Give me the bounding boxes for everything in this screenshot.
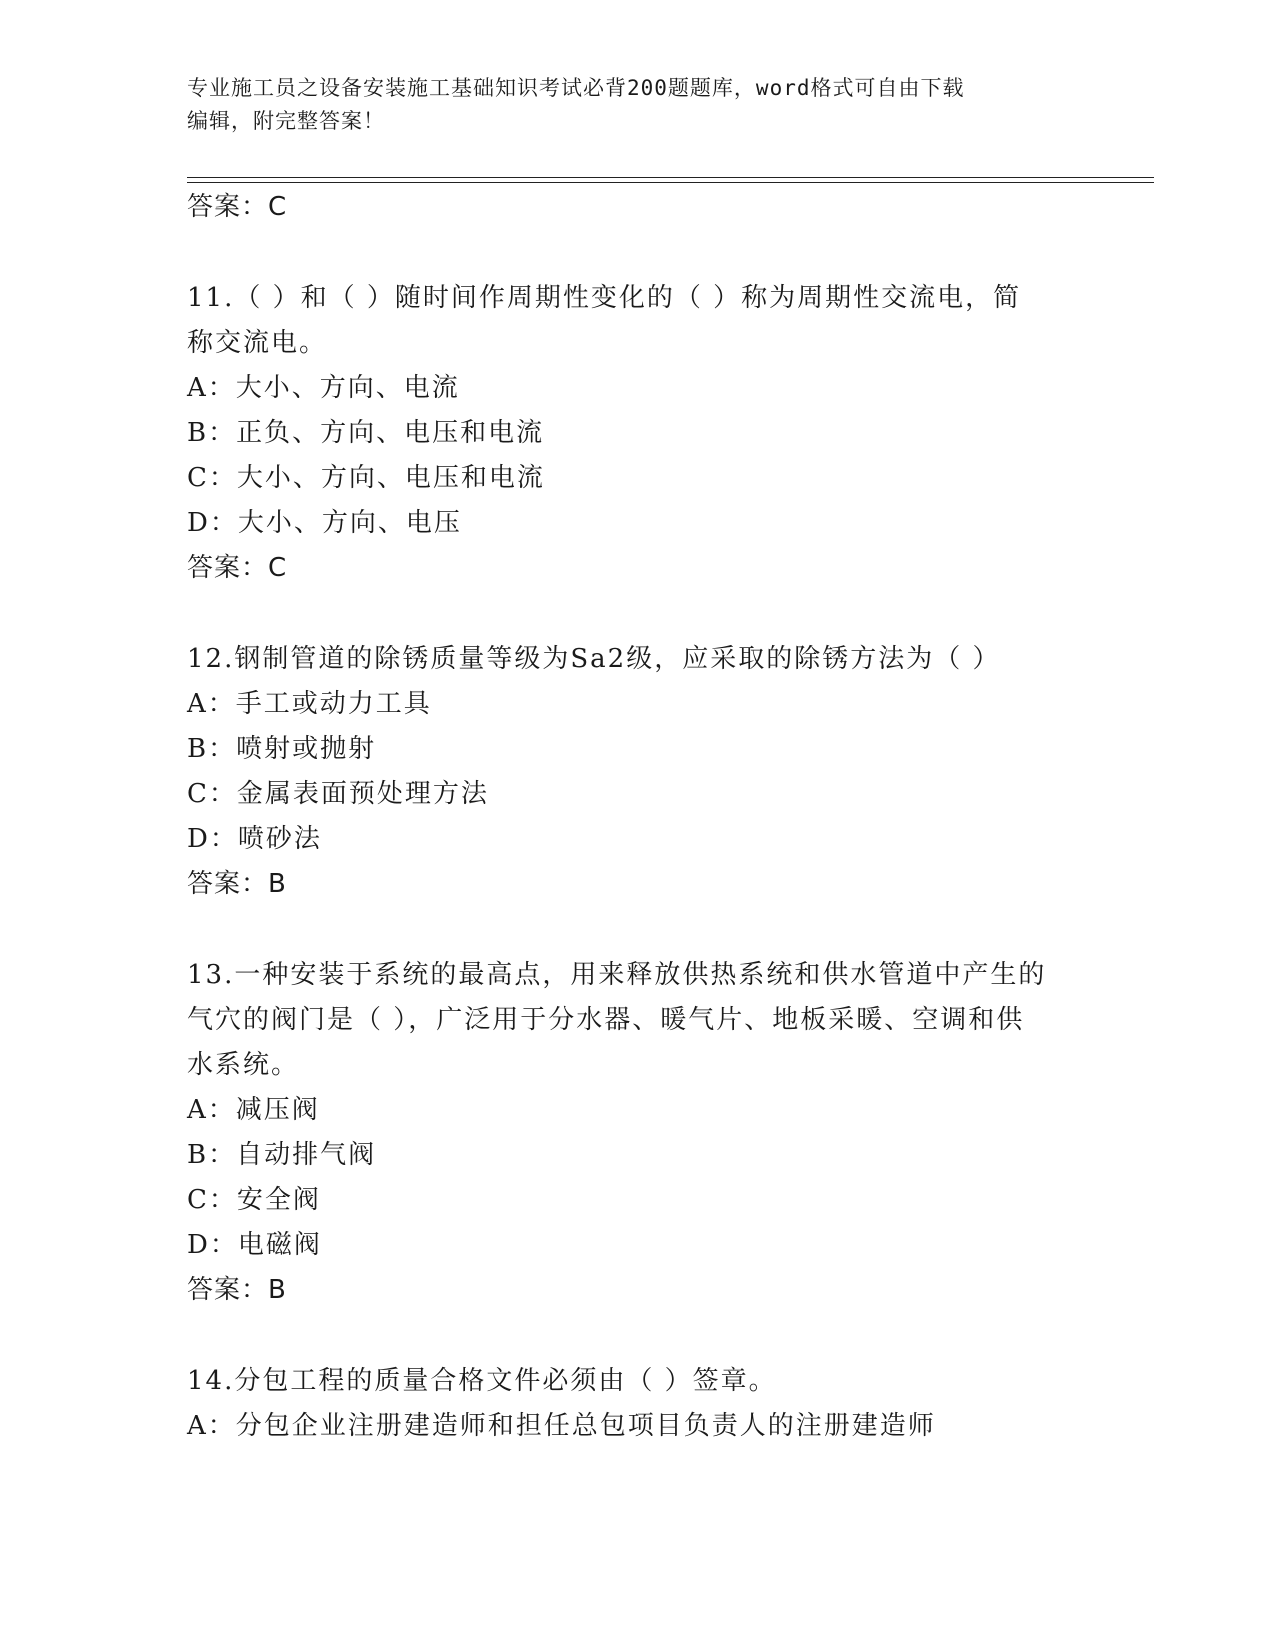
question-text: 气穴的阀门是（ ），广泛用于分水器、暖气片、地板采暖、空调和供 bbox=[187, 1005, 1025, 1035]
header-line-2: 编辑，附完整答案！ bbox=[187, 109, 385, 133]
option-a: A：减压阀 bbox=[187, 1095, 320, 1125]
option-c: C：大小、方向、电压和电流 bbox=[187, 463, 545, 493]
header-rule-top bbox=[187, 177, 1154, 178]
question-text: 12.钢制管道的除锈质量等级为Sa2级，应采取的除锈方法为（ ） bbox=[187, 644, 1001, 674]
question-13 bbox=[187, 953, 1077, 1313]
question-text: 水系统。 bbox=[187, 1050, 300, 1080]
option-c: C：金属表面预处理方法 bbox=[187, 779, 489, 809]
answer: 答案：B bbox=[187, 1275, 287, 1305]
option-d: D：大小、方向、电压 bbox=[187, 508, 462, 538]
answer: 答案：C bbox=[187, 553, 288, 583]
header-rule-bottom bbox=[187, 182, 1154, 183]
question-text: 11.（ ）和（ ）随时间作周期性变化的（ ）称为周期性交流电，简 bbox=[187, 283, 1022, 313]
answer: 答案：B bbox=[187, 869, 287, 899]
option-b: B：喷射或抛射 bbox=[187, 734, 377, 764]
answer-prev: 答案：C bbox=[187, 192, 288, 222]
question-12 bbox=[187, 637, 1077, 907]
option-d: D：电磁阀 bbox=[187, 1230, 322, 1260]
question-14 bbox=[187, 1359, 1077, 1449]
question-list bbox=[187, 185, 1077, 1449]
option-c: C：安全阀 bbox=[187, 1185, 321, 1215]
option-d: D：喷砂法 bbox=[187, 824, 322, 854]
question-11 bbox=[187, 276, 1077, 591]
question-text: 14.分包工程的质量合格文件必须由（ ）签章。 bbox=[187, 1366, 777, 1396]
header-line-1: 专业施工员之设备安装施工基础知识考试必背200题题库，word格式可自由下载 bbox=[187, 76, 965, 100]
question-text: 13.一种安装于系统的最高点，用来释放供热系统和供水管道中产生的 bbox=[187, 960, 1047, 990]
option-b: B：正负、方向、电压和电流 bbox=[187, 418, 545, 448]
question-text: 称交流电。 bbox=[187, 328, 328, 358]
option-a: A：分包企业注册建造师和担任总包项目负责人的注册建造师 bbox=[187, 1411, 936, 1441]
document-header bbox=[187, 72, 1067, 138]
option-a: A：大小、方向、电流 bbox=[187, 373, 460, 403]
option-a: A：手工或动力工具 bbox=[187, 689, 432, 719]
option-b: B：自动排气阀 bbox=[187, 1140, 377, 1170]
